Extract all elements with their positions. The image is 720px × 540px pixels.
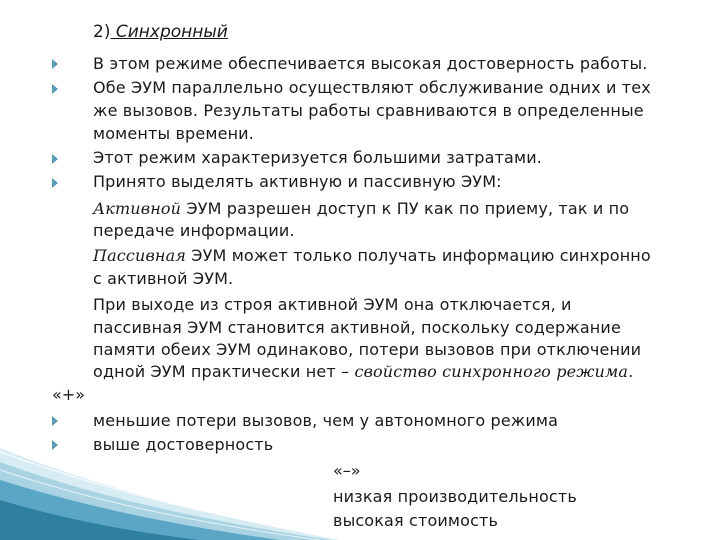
text-line <box>93 246 651 266</box>
sync-property-term: свойство синхронного режима <box>354 362 629 381</box>
text-line: Принято выделять активную и пассивную ЭУМ: <box>93 172 502 191</box>
heading-number: 2) <box>93 22 111 42</box>
text-line: памяти обеих ЭУМ одинаково, потери вызовов при отключении <box>93 340 642 359</box>
text-line: моменты времени. <box>93 124 254 143</box>
text-line: При выходе из строя активной ЭУМ она отключается, и <box>93 295 572 314</box>
text-span: . <box>628 362 634 381</box>
plus-item: выше достоверность <box>93 435 274 454</box>
text-line <box>93 362 633 382</box>
bullet-arrow-icon <box>52 178 58 188</box>
text-line: Обе ЭУМ параллельно осуществляют обслуживание одних и тех <box>93 78 651 97</box>
bullet-arrow-icon <box>52 84 58 94</box>
text-line: же вызовов. Результаты работы сравниваются в определенные <box>93 101 644 120</box>
bullet-arrow-icon <box>52 416 58 426</box>
text-line: с активной ЭУМ. <box>93 269 234 288</box>
passive-term: Пассивная <box>93 246 187 265</box>
text-line <box>93 199 629 219</box>
slide-heading <box>93 22 228 42</box>
active-term: Активной <box>93 199 182 218</box>
minus-label: «–» <box>333 461 361 480</box>
text-span: одной ЭУМ практически нет – <box>93 362 355 381</box>
bullet-arrow-icon <box>52 154 58 164</box>
plus-label: «+» <box>52 385 85 404</box>
decorative-wave <box>0 440 340 540</box>
text-span: ЭУМ может только получать информацию синхронно <box>186 246 651 265</box>
minus-item: высокая стоимость <box>333 511 499 530</box>
plus-item: меньшие потери вызовов, чем у автономного режима <box>93 411 559 430</box>
text-line: В этом режиме обеспечивается высокая достоверность работы. <box>93 54 648 73</box>
minus-item: низкая производительность <box>333 487 577 506</box>
text-line: пассивная ЭУМ становится активной, поскольку содержание <box>93 318 621 337</box>
heading-title: Синхронный <box>110 22 228 42</box>
text-line: Этот режим характеризуется большими затратами. <box>93 148 543 167</box>
text-line: передаче информации. <box>93 221 295 240</box>
text-span: ЭУМ разрешен доступ к ПУ как по приему, так и по <box>181 199 630 218</box>
bullet-arrow-icon <box>52 59 58 69</box>
